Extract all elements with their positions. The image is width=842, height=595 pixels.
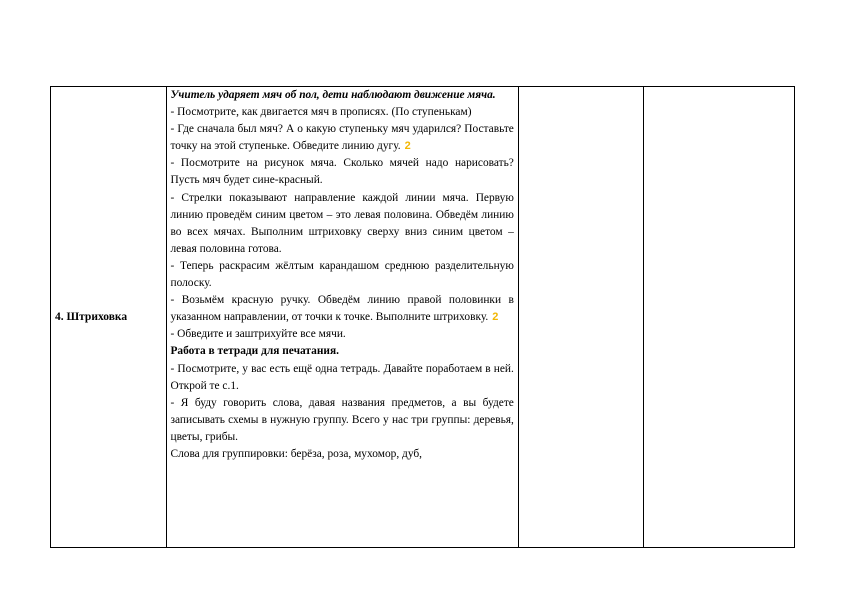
paragraph-text: Работа в тетради для печатания. <box>170 345 339 358</box>
paragraph-text: - Стрелки показывают направление каждой линии мяча. Первую линию проведём синим цветом – это левая половина. Обведём линию во всех мячах. Выполним штриховку сверху вниз синим цветом – левая половина готова. <box>170 191 514 255</box>
paragraph-text: - Где сначала был мяч? А о какую ступеньку мяч ударился? Поставьте точку на этой ступеньке. Обведите линию дугу. <box>170 123 514 153</box>
paragraph-text: - Посмотрите на рисунок мяча. Сколько мячей надо нарисовать? Пусть мяч будет сине-красный. <box>170 157 514 187</box>
content-text <box>170 87 513 547</box>
content-paragraph <box>170 190 513 258</box>
content-paragraph <box>170 104 513 121</box>
stage-label: 4. Штриховка <box>55 311 128 323</box>
content-paragraph <box>170 258 513 292</box>
content-paragraph <box>170 155 513 189</box>
number-mark: 2 <box>492 311 499 324</box>
content-paragraph <box>170 292 513 326</box>
content-paragraph <box>170 343 513 360</box>
number-mark: 2 <box>404 140 411 153</box>
table-cell-col3 <box>518 87 644 548</box>
paragraph-text: Слова для группировки: берёза, роза, мухомор, дуб, <box>170 447 423 460</box>
table-row <box>51 87 795 548</box>
content-paragraph <box>170 326 513 343</box>
content-paragraph <box>170 446 513 463</box>
content-cell <box>167 87 518 548</box>
paragraph-text: - Я буду говорить слова, давая названия предметов, а вы будете записывать схемы в нужную группу. Всего у нас три группы: деревья, цветы, грибы. <box>170 396 514 443</box>
paragraph-text: - Теперь раскрасим жёлтым карандашом среднюю разделительную полоску. <box>170 259 514 290</box>
paragraph-text: - Обведите и заштрихуйте все мячи. <box>170 328 346 341</box>
content-paragraph <box>170 395 513 446</box>
paragraph-text: - Посмотрите, у вас есть ещё одна тетрадь. Давайте поработаем в ней. Открой те с.1. <box>170 362 514 392</box>
paragraph-text: Учитель ударяет мяч об пол, дети наблюдают движение мяча. <box>170 89 496 101</box>
paragraph-text: - Посмотрите, как двигается мяч в прописях. (По ступенькам) <box>170 106 472 119</box>
lesson-table <box>50 86 795 548</box>
content-paragraph <box>170 361 513 395</box>
stage-cell <box>51 87 167 548</box>
content-paragraph <box>170 87 513 104</box>
paragraph-text: - Возьмём красную ручку. Обведём линию правой половинки в указанном направлении, от точки к точке. Выполните штриховку. <box>170 294 514 324</box>
table-cell-col4 <box>644 87 795 548</box>
content-paragraph <box>170 121 513 155</box>
